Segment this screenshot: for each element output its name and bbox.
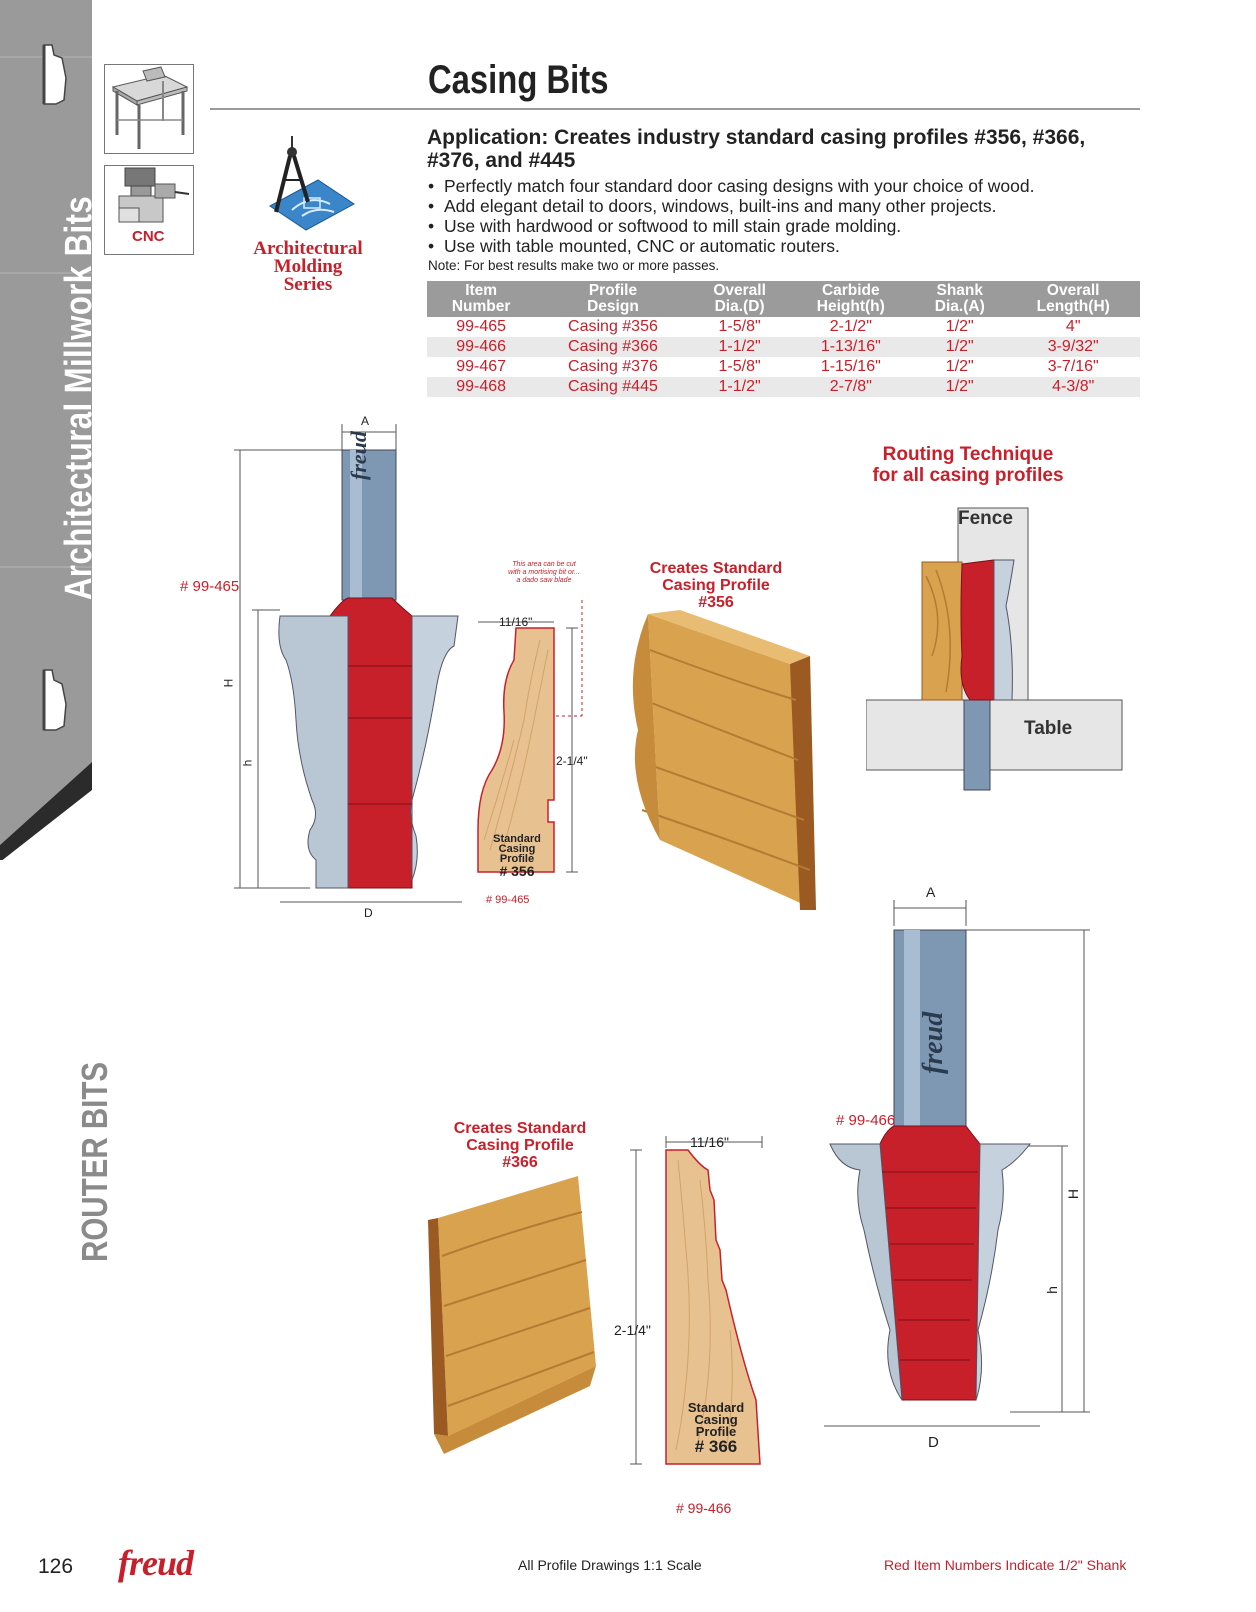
table-cell: 1/2" [913,377,1006,397]
table-cell: 2-1/2" [829,318,872,335]
routing-technique-title [862,444,1074,486]
wood-molding-356-image [620,610,820,910]
table-row [427,337,1140,357]
spec-table [427,281,1140,397]
table-cell: 1/2" [945,358,974,375]
table-cell: 1/2" [945,318,974,335]
table-cell: 1-5/8" [718,318,761,335]
list-item: • Use with table mounted, CNC or automatic routers. [428,236,1034,256]
router-bit-diagram-99-466 [820,900,1120,1460]
caption-line: Profile [499,853,535,865]
table-cell: 3-7/16" [1047,358,1099,375]
table-cell: 2-7/8" [789,377,914,397]
note-line: a dado saw blade [516,577,572,584]
dimension-h-carbide-label: h [240,759,255,767]
table-cell: 1/2" [913,337,1006,357]
list-item: • Perfectly match four standard door casing designs with your choice of wood. [428,176,1034,196]
page-title: Casing Bits [428,58,609,102]
profile-356-caption [487,834,547,878]
feature-list [428,176,1034,256]
table-cell: 4-3/8" [1006,377,1140,397]
section-title [0,0,100,601]
creates-profile-366-label [428,1120,612,1171]
table-cell: 99-467 [456,358,507,375]
profile-item-label: # 99-466 [676,1500,732,1516]
column-header: Shank Dia.(A) [913,281,1006,317]
section-title-text: Architectural Millwork Bits [58,195,100,601]
dimension-d-label: D [364,906,373,920]
list-item: • Use with hardwood or softwood to mill stain grade molding. [428,216,1034,236]
series-label [234,240,382,294]
label-line: #356 [698,594,734,611]
router-bit-diagram-99-465 [200,420,500,940]
caption-line: Casing [694,1412,738,1427]
table-cell: 1-15/16" [820,358,881,375]
table-cell: Casing #366 [535,337,690,357]
title-line: for all casing profiles [872,465,1064,486]
table-cell: 99-465 [456,318,507,335]
caption-line: # 356 [499,863,535,879]
column-header: Overall Length(H) [1006,281,1140,317]
table-row [427,377,1140,397]
dimension-h-carbide-label: h [1043,1286,1060,1294]
series-line: Architectural [253,238,363,259]
table-label: Table [1024,718,1073,739]
note-line: This area can be cut [512,561,576,568]
application-title: Application: Creates industry standard casing profiles #356, #366, #376, and #445 [427,126,1086,172]
column-header: Profile Design [535,281,690,317]
profile-item-label: # 99-465 [486,894,530,906]
table-row [427,357,1140,377]
table-cell: Casing #445 [535,377,690,397]
dimension-h-overall-label: H [221,678,236,688]
dimension-d-label: D [928,1434,939,1451]
label-line: Casing Profile [466,1137,574,1154]
caption-line: Casing [498,843,536,855]
table-cell: Casing #356 [568,318,658,335]
item-number-label: # 99-466 [836,1112,896,1129]
page-number: 126 [38,1555,74,1578]
series-line: Molding [273,256,343,277]
profile-width-label: 11/16" [690,1134,729,1150]
shank-note: Red Item Numbers Indicate 1/2" Shank [884,1557,1127,1573]
dimension-a-label: A [361,414,370,428]
table-cell: 4" [1065,318,1081,335]
wood-molding-366-image [428,1176,598,1466]
usage-note: Note: For best results make two or more passes. [428,258,720,273]
shank-brand-label: freud [918,1011,949,1074]
label-line: Casing Profile [662,577,770,594]
table-cell: Casing #376 [568,358,658,375]
profile-height-label: 2-1/4" [614,1322,651,1338]
caption-line: Standard [687,1400,745,1415]
table-cell: 99-468 [427,377,535,397]
note-line: with a mortising bit or... [508,569,580,576]
shank-brand-label: freud [346,431,371,480]
item-number-label: # 99-465 [180,578,240,595]
table-cell: 1-5/8" [718,358,761,375]
table-cell: 1-1/2" [691,337,789,357]
profile-height-label: 2-1/4" [556,754,588,768]
label-line: Creates Standard [453,1120,587,1137]
table-cell: 99-466 [427,337,535,357]
sidebar [0,0,100,860]
caption-line: Standard [493,833,541,845]
cut-note [496,561,592,585]
table-row [427,317,1140,337]
scale-note: All Profile Drawings 1:1 Scale [518,1557,702,1573]
table-cell: 3-9/32" [1006,337,1140,357]
label-line: #366 [502,1154,538,1171]
profile-width-label: 11/16" [499,615,533,629]
column-header: Overall Dia.(D) [691,281,789,317]
fence-label: Fence [958,508,1013,529]
table-header-row [427,281,1140,317]
caption-line: Profile [695,1424,737,1439]
compass-blueprint-icon [262,136,358,232]
title-line: Routing Technique [882,444,1054,465]
cnc-label: CNC [132,228,165,245]
column-header: Item Number [427,281,535,317]
dimension-h-overall-label: H [1065,1188,1082,1200]
category-label: ROUTER BITS [74,1061,115,1262]
dimension-a-label: A [926,884,936,900]
router-table-icon [104,64,194,154]
label-line: Creates Standard [649,560,783,577]
list-item: • Add elegant detail to doors, windows, built-ins and many other projects. [428,196,1034,216]
caption-line: # 366 [694,1437,738,1456]
creates-profile-356-label [626,560,806,611]
series-line: Series [283,274,333,295]
title-divider [210,108,1140,110]
profile-366-caption [678,1402,754,1455]
table-cell: 1-13/16" [789,337,914,357]
freud-logo: freud [118,1543,193,1583]
table-cell: 1-1/2" [691,377,789,397]
routing-technique-diagram [866,506,1126,796]
column-header: Carbide Height(h) [789,281,914,317]
